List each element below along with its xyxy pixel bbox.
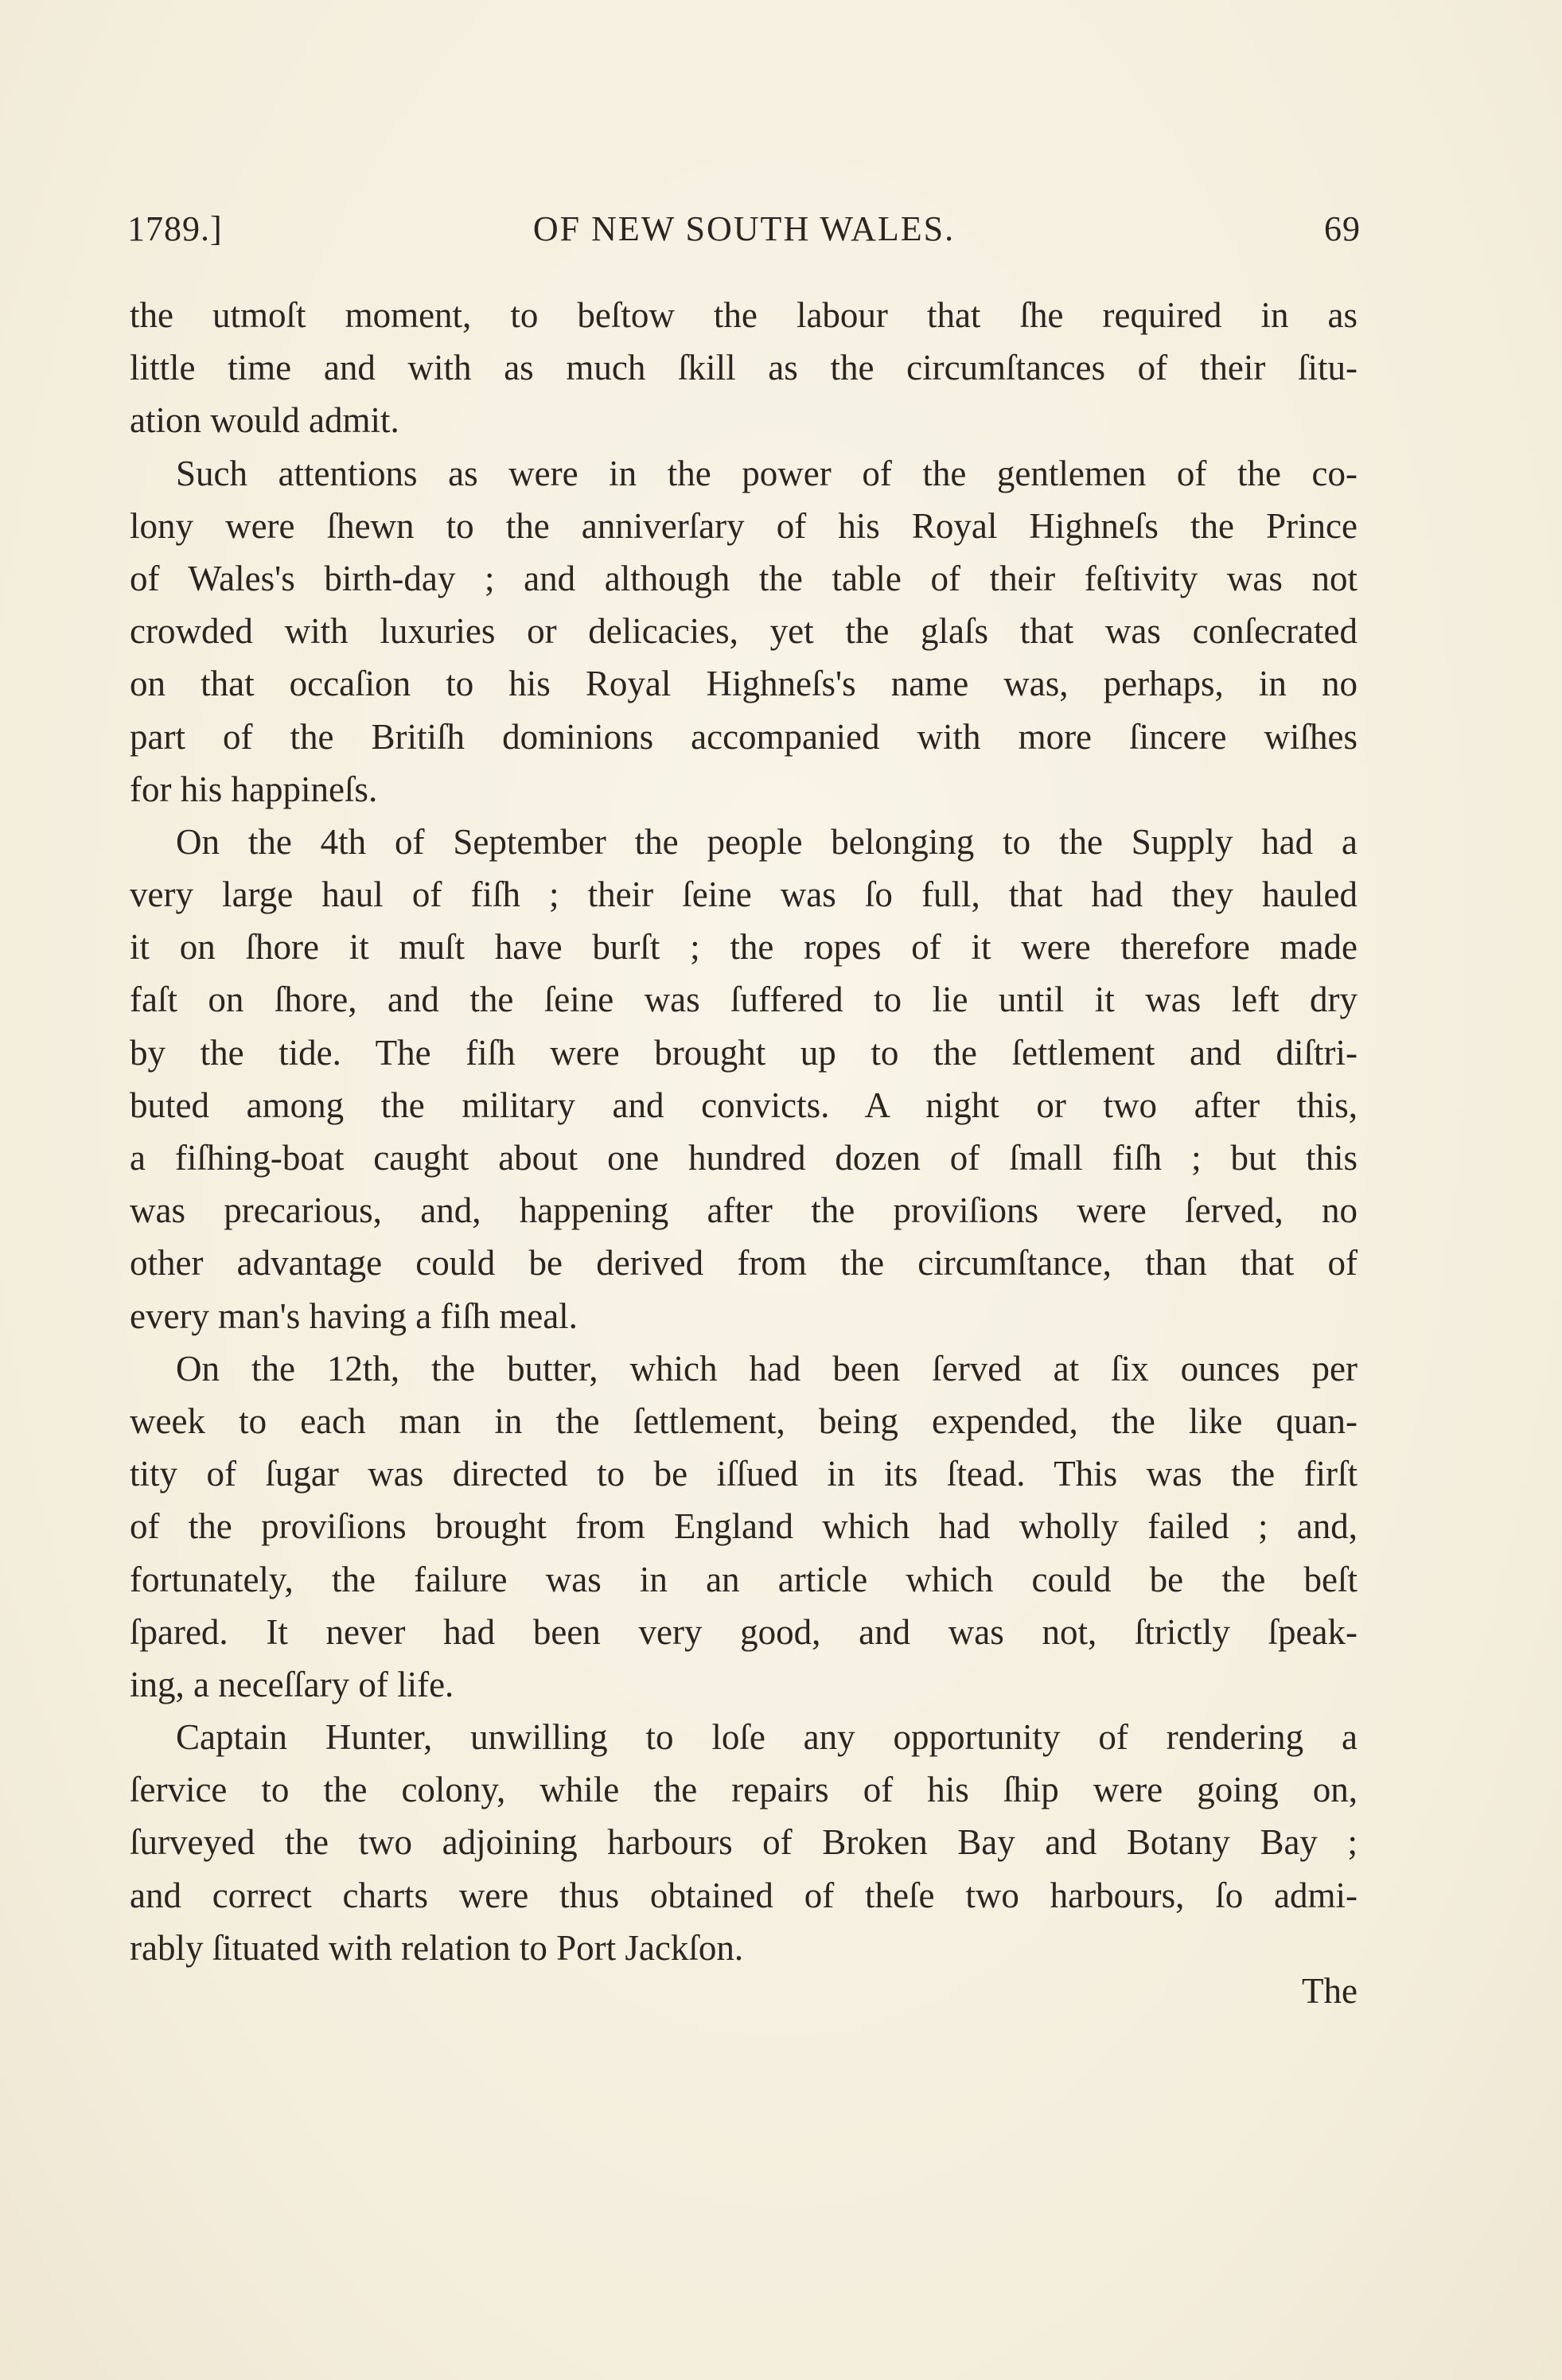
text-line: the utmoſt moment, to beſtow the labour that ſhe required in as — [130, 295, 1357, 335]
text-line: Captain Hunter, unwilling to loſe any opportunity of rendering a — [176, 1717, 1357, 1758]
text-line: and correct charts were thus obtained of theſe two harbours, ſo admi- — [130, 1875, 1357, 1915]
text-line: was precarious, and, happening after the proviſions were ſerved, no — [130, 1190, 1357, 1231]
text-line: On the 4th of September the people belonging to the Supply had a — [176, 821, 1357, 862]
text-line: ing, a neceſſary of life. — [130, 1664, 454, 1704]
text-line: lony were ſhewn to the anniverſary of his Royal Highneſs the Prince — [130, 505, 1357, 546]
text-line: tity of ſugar was directed to be iſſued in its ſtead. This was the firſt — [130, 1454, 1357, 1494]
text-line: ſervice to the colony, while the repairs of his ſhip were going on, — [130, 1770, 1357, 1810]
text-line: for his happineſs. — [130, 769, 378, 809]
text-line: other advantage could be derived from the circumſtance, than that of — [130, 1243, 1357, 1283]
text-line: ation would admit. — [130, 400, 399, 441]
text-line: crowded with luxuries or delicacies, yet the glaſs that was conſecrated — [130, 611, 1357, 652]
text-line: ſurveyed the two adjoining harbours of Broken Bay and Botany Bay ; — [130, 1822, 1357, 1863]
catchword: The — [1302, 1971, 1357, 2011]
text-line: on that occaſion to his Royal Highneſs's name was, perhaps, in no — [130, 664, 1357, 704]
text-line: week to each man in the ſettlement, being expended, the like quan- — [130, 1400, 1357, 1441]
text-line: part of the Britiſh dominions accompanied with more ſincere wiſhes — [130, 716, 1357, 757]
text-line: Such attentions as were in the power of the gentlemen of the co- — [176, 453, 1357, 493]
text-line: of Wales's birth-day ; and although the table of their feſtivity was not — [130, 558, 1357, 598]
text-line: buted among the military and convicts. A night or two after this, — [130, 1085, 1357, 1125]
body-text — [130, 289, 1357, 1974]
text-line: every man's having a fiſh meal. — [130, 1295, 578, 1336]
text-line: fortunately, the failure was in an article which could be the beſt — [130, 1559, 1357, 1599]
text-line: very large haul of fiſh ; their ſeine was ſo full, that had they hauled — [130, 874, 1357, 915]
text-line: it on ſhore it muſt have burſt ; the ropes of it were therefore made — [130, 927, 1357, 968]
text-line: rably ſituated with relation to Port Jackſon. — [130, 1927, 744, 1968]
header-title: OF NEW SOUTH WALES. — [532, 209, 956, 248]
text-line: ſpared. It never had been very good, and was not, ſtrictly ſpeak- — [130, 1611, 1357, 1652]
text-line: faſt on ſhore, and the ſeine was ſuffered to lie until it was left dry — [130, 980, 1357, 1020]
page-number: 69 — [1324, 209, 1361, 248]
running-head — [127, 208, 1361, 256]
header-year: 1789.] — [127, 209, 223, 248]
text-line: On the 12th, the butter, which had been ſerved at ſix ounces per — [176, 1348, 1357, 1389]
text-line: of the proviſions brought from England which had wholly failed ; and, — [130, 1506, 1357, 1547]
text-line: little time and with as much ſkill as the circumſtances of their ſitu- — [130, 348, 1357, 388]
text-line: a fiſhing-boat caught about one hundred dozen of ſmall fiſh ; but this — [130, 1138, 1357, 1178]
text-line: by the tide. The fiſh were brought up to the ſettlement and diſtri- — [130, 1032, 1357, 1073]
